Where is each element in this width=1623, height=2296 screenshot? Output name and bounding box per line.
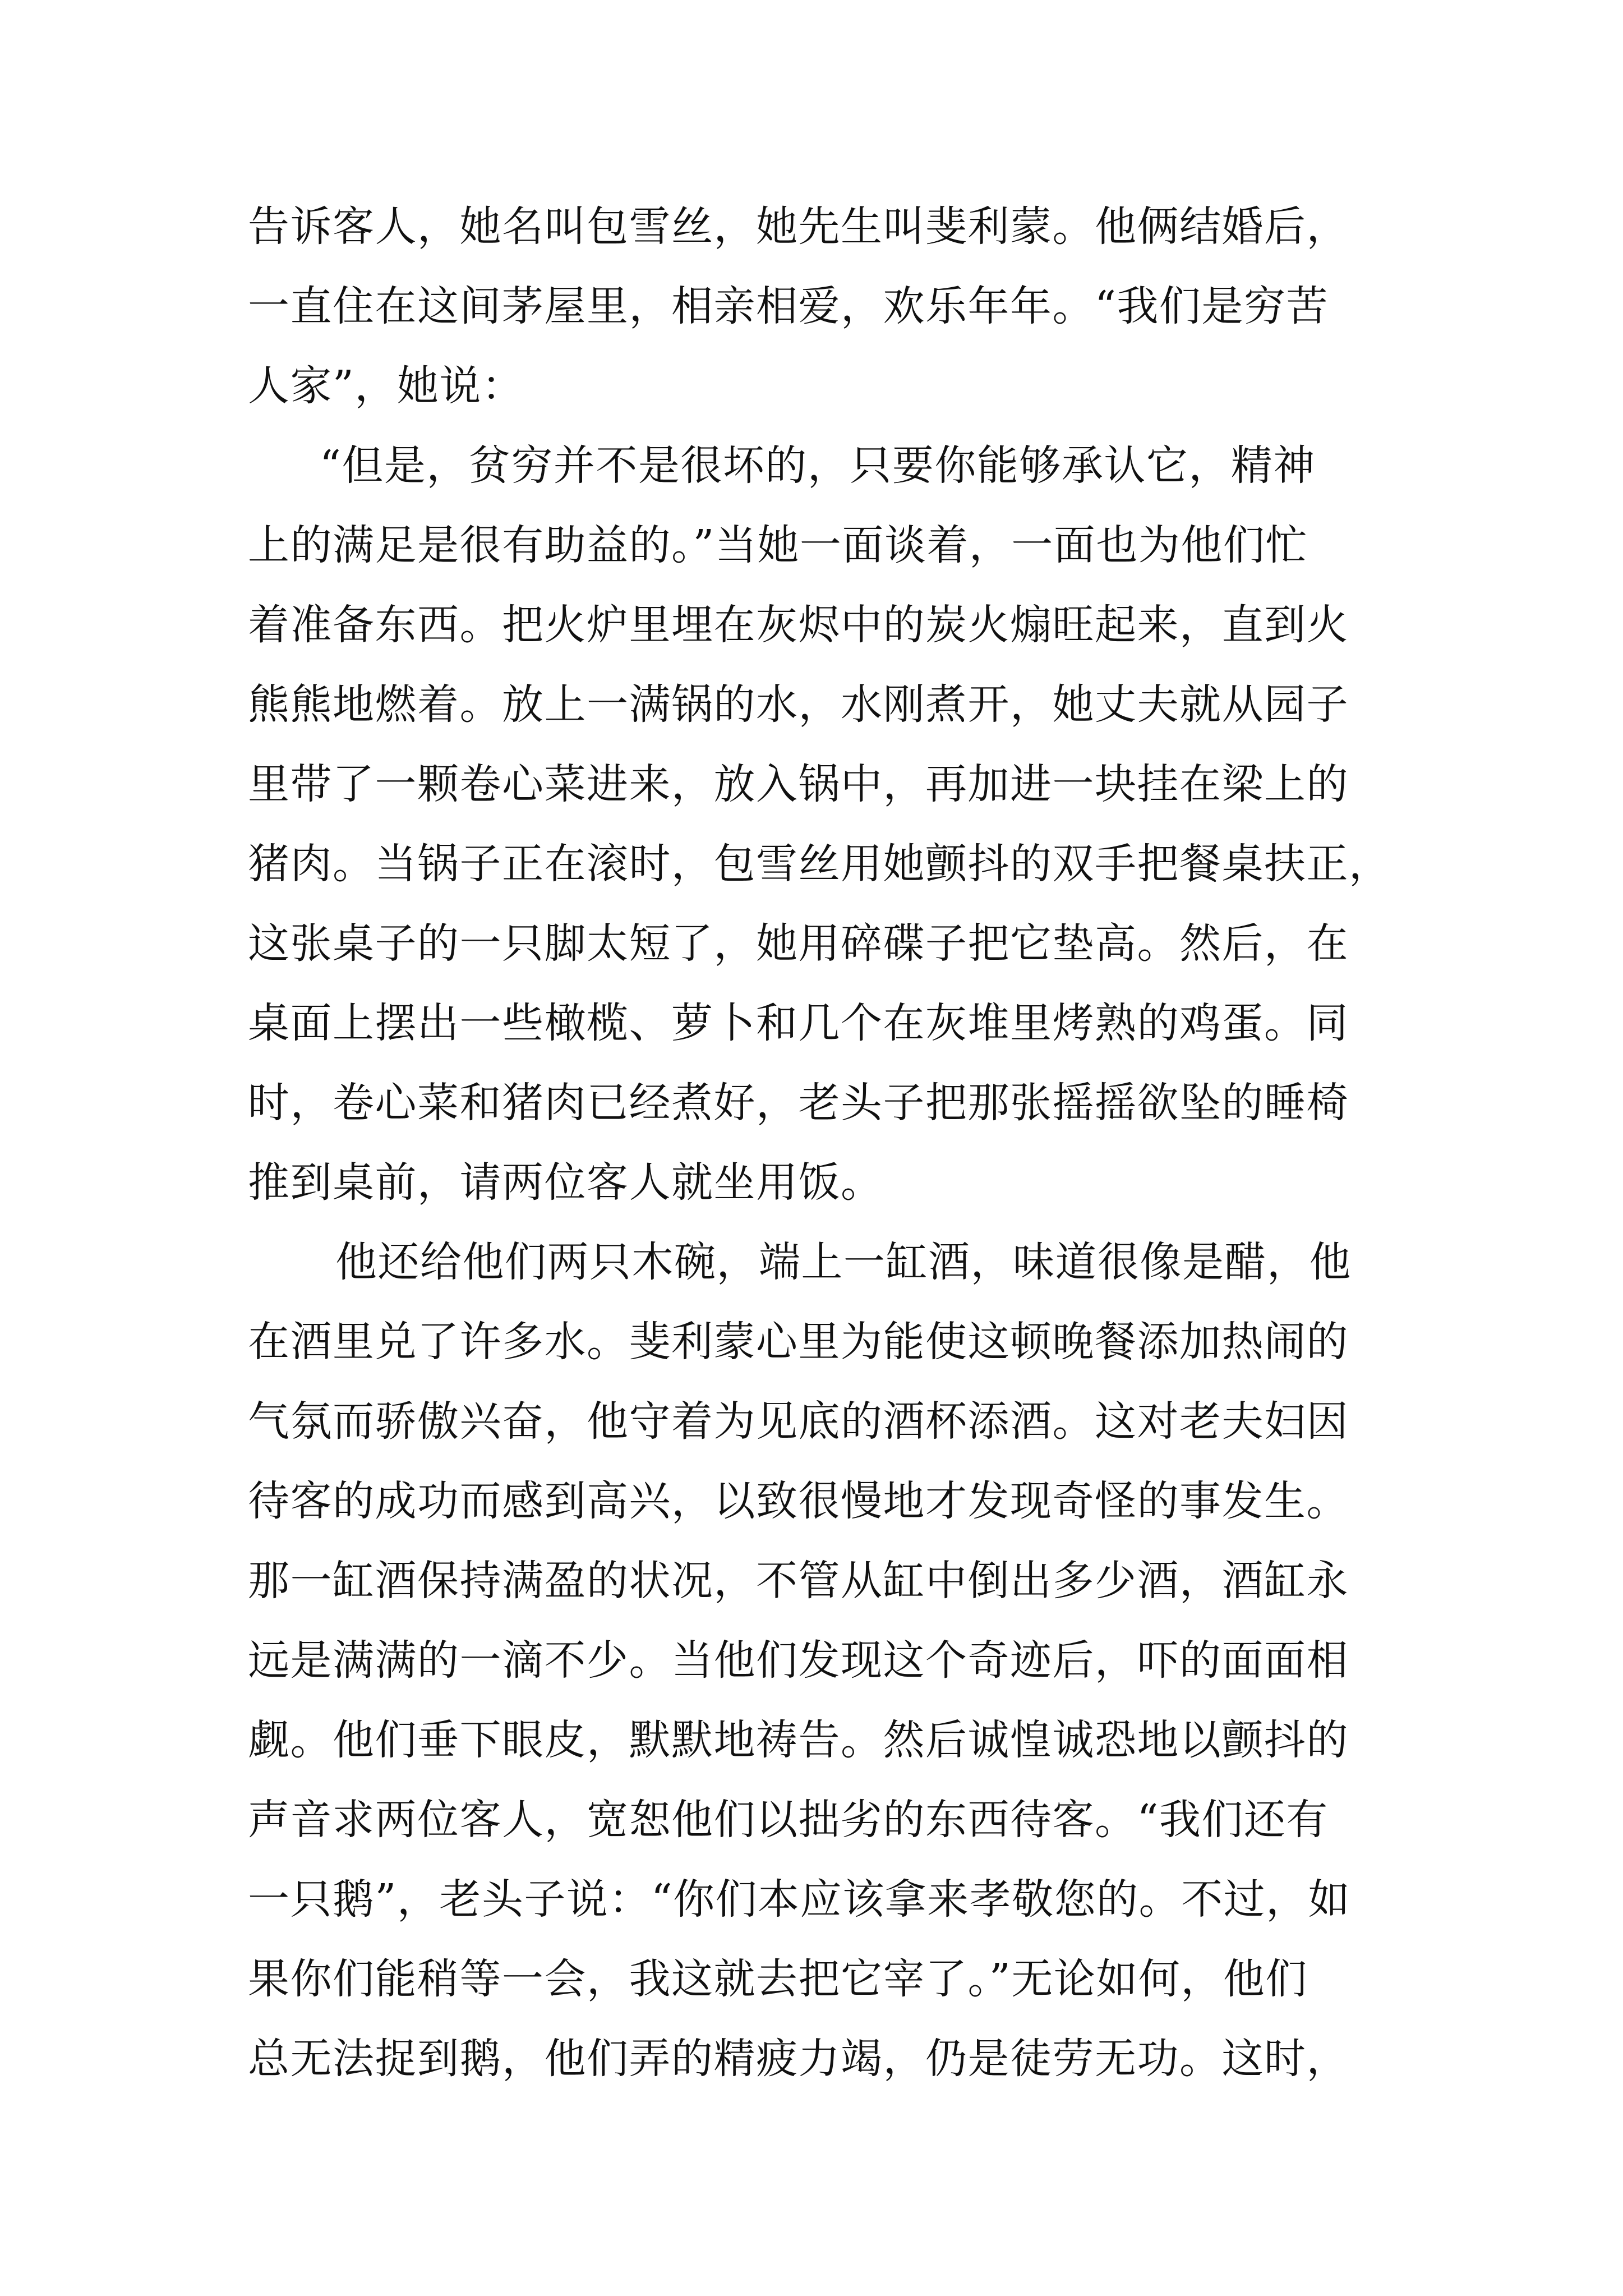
text-line: 时，卷心菜和猪肉已经煮好，老头子把那张摇摇欲坠的睡椅 xyxy=(248,1079,1349,1127)
text-line: 这张桌子的一只脚太短了，她用碎碟子把它垫高。然后，在 xyxy=(248,919,1349,968)
text-line: 觑。他们垂下眼皮，默默地祷告。然后诚惶诚恐地以颤抖的 xyxy=(248,1716,1349,1764)
text-line: 总无法捉到鹅，他们弄的精疲力竭，仍是徒劳无功。这时， xyxy=(248,2035,1349,2083)
text-line: 声音求两位客人，宽恕他们以拙劣的东西待客。“我们还有 xyxy=(248,1796,1329,1844)
text-line: 在酒里兑了许多水。斐利蒙心里为能使这顿晚餐添加热闹的 xyxy=(248,1318,1349,1366)
text-line: 桌面上摆出一些橄榄、萝卜和几个在灰堆里烤熟的鸡蛋。同 xyxy=(248,999,1349,1047)
text-line: 远是满满的一滴不少。当他们发现这个奇迹后，吓的面面相 xyxy=(248,1636,1349,1685)
text-line: 推到桌前，请两位客人就坐用饭。 xyxy=(248,1158,883,1207)
paragraph-first-line: “但是，贫穷并不是很坏的，只要你能够承认它，精神 xyxy=(320,441,1316,490)
text-line: 一直住在这间茅屋里，相亲相爱，欢乐年年。“我们是穷苦 xyxy=(248,282,1329,330)
text-line: 猪肉。当锅子正在滚时，包雪丝用她颤抖的双手把餐桌扶正， xyxy=(248,840,1391,888)
paragraph-first-line: 他还给他们两只木碗，端上一缸酒，味道很像是醋，他 xyxy=(335,1238,1352,1286)
text-line: 气氛而骄傲兴奋，他守着为见底的酒杯添酒。这对老夫妇因 xyxy=(248,1397,1349,1446)
text-line: 一只鹅”，老头子说：“你们本应该拿来孝敬您的。不过，如 xyxy=(248,1875,1351,1924)
text-line: 告诉客人，她名叫包雪丝，她先生叫斐利蒙。他俩结婚后， xyxy=(248,203,1349,251)
text-line: 果你们能稍等一会，我这就去把它宰了。”无论如何，他们 xyxy=(248,1955,1308,2003)
text-line: 待客的成功而感到高兴，以致很慢地才发现奇怪的事发生。 xyxy=(248,1477,1349,1525)
text-line: 那一缸酒保持满盈的状况，不管从缸中倒出多少酒，酒缸永 xyxy=(248,1557,1349,1605)
text-line: 人家”，她说： xyxy=(248,362,524,410)
text-line: 熊熊地燃着。放上一满锅的水，水刚煮开，她丈夫就从园子 xyxy=(248,680,1349,729)
text-line: 里带了一颗卷心菜进来，放入锅中，再加进一块挂在梁上的 xyxy=(248,760,1349,808)
text-line: 上的满足是很有助益的。”当她一面谈着，一面也为他们忙 xyxy=(248,521,1308,569)
text-line: 着准备东西。把火炉里埋在灰烬中的炭火煽旺起来，直到火 xyxy=(248,601,1349,649)
